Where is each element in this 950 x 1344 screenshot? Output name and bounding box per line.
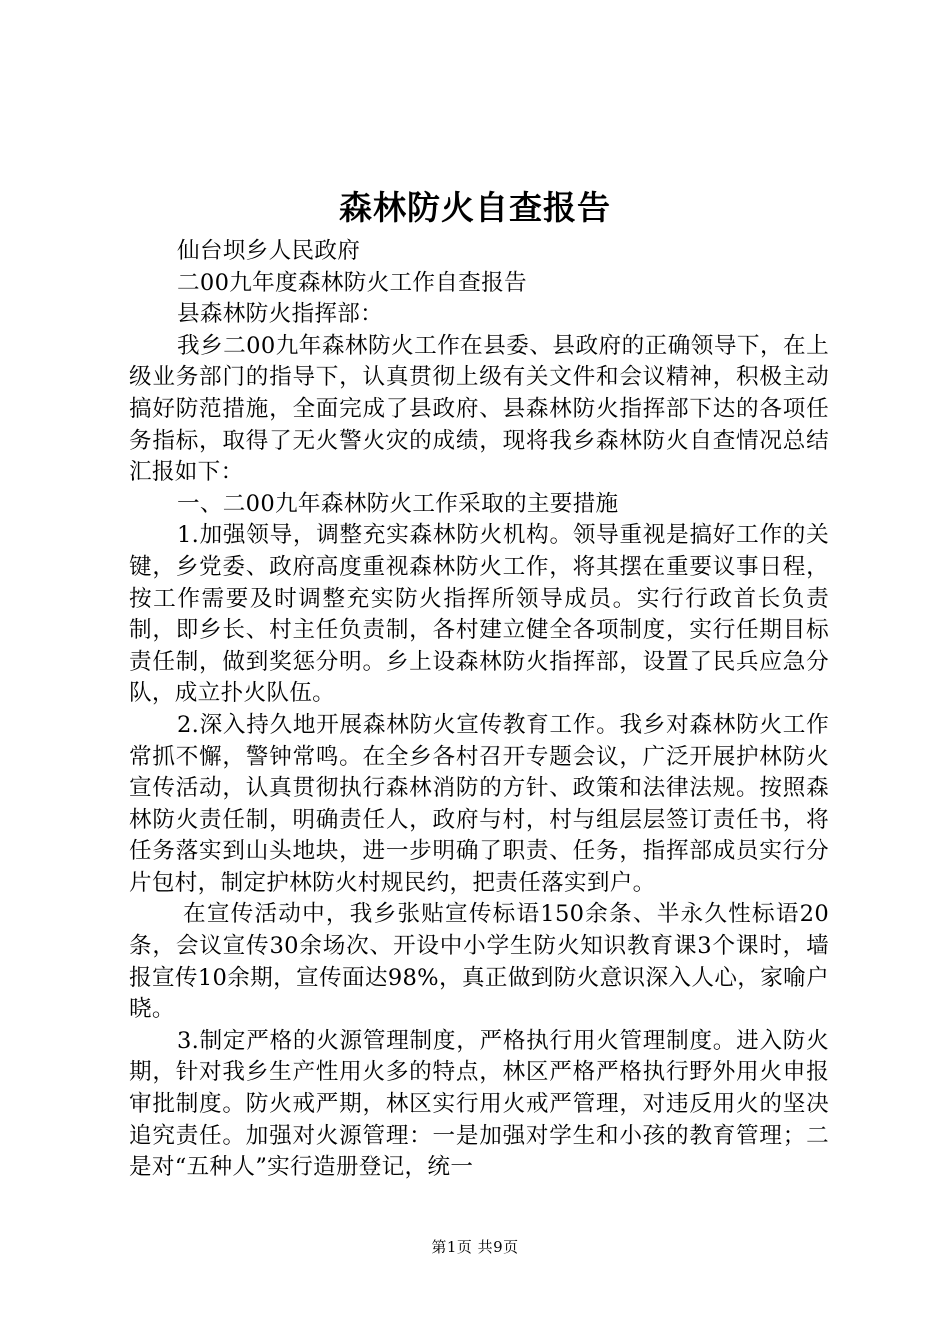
paragraph-sender: 仙台坝乡人民政府: [177, 238, 361, 264]
paragraph-publicity: 在宣传活动中，我乡张贴宣传标语150余条、半永久性标语20条，会议宣传30余场次、开设中小学生防火知识教育课3个课时，墙报宣传10余期，宣传面达98%，真正做到防火意识深入人心，家喻户晓。: [129, 901, 829, 1023]
paragraph-item-2: 2.深入持久地开展森林防火宣传教育工作。我乡对森林防火工作常抓不懈，警钟常鸣。在全乡各村召开专题会议，广泛开展护林防火宣传活动，认真贯彻执行森林消防的方针、政策和法律法规。按照森林防火责任制，明确责任人，政府与村，村与组层层签订责任书，将任务落实到山头地块，进一步明确了职责、任务，指挥部成员实行分片包村，制定护林防火村规民约，把责任落实到户。: [129, 711, 829, 896]
paragraph-recipient: 县森林防火指挥部：: [177, 301, 384, 328]
document-body: [129, 236, 829, 1184]
paragraph-item-1: 1.加强领导，调整充实森林防火机构。领导重视是搞好工作的关键，乡党委、政府高度重视森林防火工作，将其摆在重要议事日程，按工作需要及时调整充实防火指挥所领导成员。实行行政首长负责制，即乡长、村主任负责制，各村建立健全各项制度，实行任期目标责任制，做到奖惩分明。乡上设森林防火指挥部，设置了民兵应急分队，成立扑火队伍。: [129, 522, 829, 707]
paragraph-intro: 我乡二00九年森林防火工作在县委、县政府的正确领导下，在上级业务部门的指导下，认真贯彻上级有关文件和会议精神，积极主动搞好防范措施，全面完成了县政府、县森林防火指挥部下达的各项任务指标，取得了无火警火灾的成绩，现将我乡森林防火自查情况总结汇报如下：: [129, 332, 829, 486]
paragraph-report-name: 二00九年度森林防火工作自查报告: [177, 269, 527, 296]
page-number-footer: 第1页 共9页: [431, 1238, 519, 1256]
paragraph-item-3: 3.制定严格的火源管理制度，严格执行用火管理制度。进入防火期，针对我乡生产性用火多的特点，林区严格严格执行野外用火申报审批制度。防火戒严期，林区实行用火戒严管理，对违反用火的坚决追究责任。加强对火源管理：一是加强对学生和小孩的教育管理；二是对“五种人”实行造册登记，统一: [129, 1027, 829, 1181]
document-title: 森林防火自查报告: [339, 188, 611, 227]
section-heading: 一、二00九年森林防火工作采取的主要措施: [177, 490, 619, 517]
